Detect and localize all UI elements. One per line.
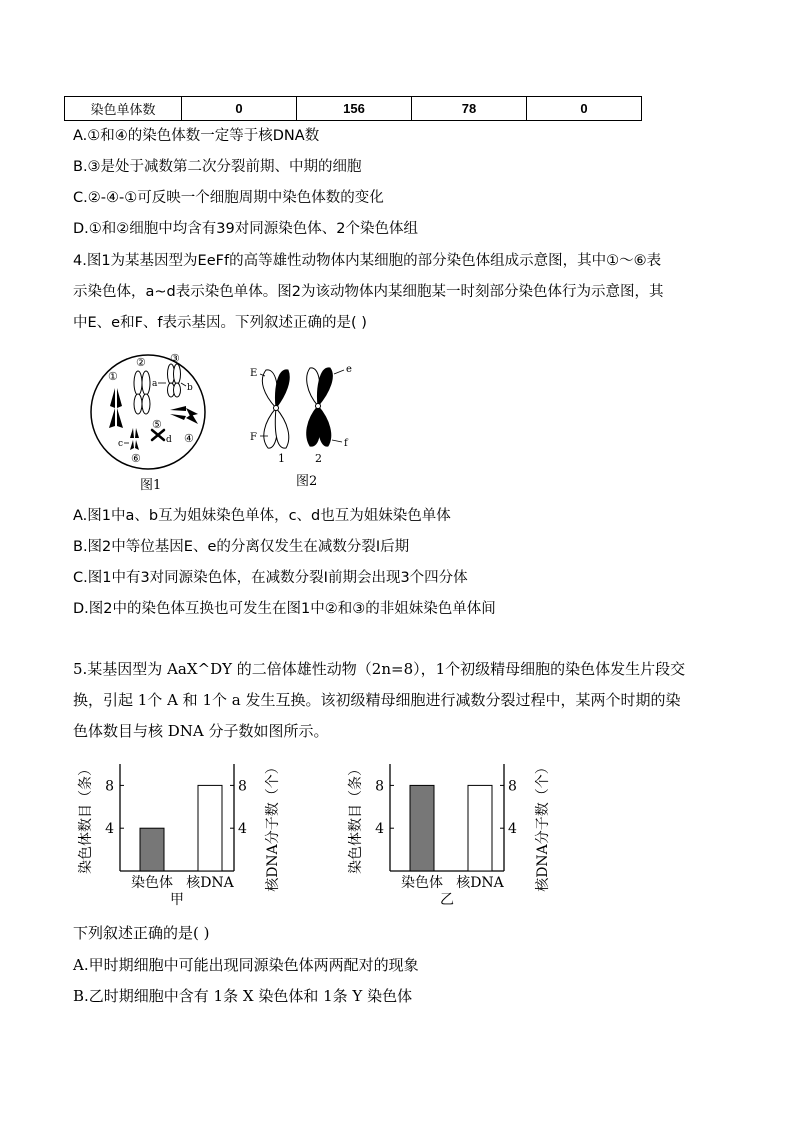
fig1-label-5: ⑤ [152, 418, 162, 431]
fig2-label-e: e [346, 364, 352, 375]
fig2-label-E: E [250, 368, 258, 379]
chart-title: 乙 [440, 892, 454, 908]
fig1-label-4: ④ [184, 432, 194, 445]
bar-chromosome [140, 828, 164, 871]
chromosome-2 [134, 371, 150, 414]
figure-1-caption: 图1 [140, 478, 162, 493]
chromosome-3 [168, 364, 181, 397]
bar-dna [468, 785, 492, 871]
fig1-label-1: ① [108, 370, 118, 383]
table-cell: 0 [182, 97, 297, 121]
q3-option-d: D.①和②细胞中均含有39对同源染色体、2个染色体组 [73, 221, 418, 237]
category-label: 染色体 [401, 875, 443, 891]
tick-label-right: 4 [238, 821, 247, 838]
category-label: 核DNA [456, 875, 504, 891]
fig1-label-3: ③ [170, 352, 180, 365]
fig1-label-d: d [166, 435, 172, 445]
tick-label-right: 8 [238, 778, 247, 795]
y-axis-label-left: 染色体数目（条） [348, 762, 364, 874]
bar-dna [198, 785, 222, 871]
tick-label-left: 8 [375, 778, 384, 795]
q5-stem-line-2: 换，引起 1个 A 和 1个 a 发生互换。该初级精母细胞进行减数分裂过程中，某两个时期的染 [73, 691, 681, 709]
y-axis-label-right: 核DNA分子数（个） [265, 760, 281, 892]
fig1-label-b: b [187, 383, 193, 393]
q4-option-c: C.图1中有3对同源染色体，在减数分裂Ⅰ前期会出现3个四分体 [73, 570, 468, 586]
q5-stem-line-1: 5.某基因型为 AaX^DY 的二倍体雄性动物（2n=8），1个初级精母细胞的染色体发生片段交 [73, 660, 686, 678]
q4-option-b: B.图2中等位基因E、e的分离仅发生在减数分裂Ⅰ后期 [73, 539, 410, 555]
q4-option-a: A.图1中a、b互为姐妹染色单体，c、d也互为姐妹染色单体 [73, 508, 451, 524]
bar-chart-jia [74, 756, 294, 912]
q4-stem-line-1: 4.图1为某基因型为EeFf的高等雄性动物体内某细胞的部分染色体组成示意图，其中①～⑥表 [73, 253, 662, 269]
bar-chart-yi [344, 756, 564, 912]
category-label: 核DNA [186, 875, 234, 891]
fig1-label-2: ② [136, 356, 146, 369]
chromosome-1 [109, 388, 123, 428]
q3-option-b: B.③是处于减数第二次分裂前期、中期的细胞 [73, 159, 362, 175]
figure-1-cell-diagram [88, 350, 224, 490]
y-axis-label-left: 染色体数目（条） [78, 762, 94, 874]
tick-label-left: 8 [105, 778, 114, 795]
figure-2-caption: 图2 [296, 474, 318, 489]
table-cell: 0 [527, 97, 642, 121]
y-axis-label-right: 核DNA分子数（个） [535, 760, 551, 892]
chromosome-4 [170, 406, 198, 424]
chromosome-pair-2 [307, 368, 333, 446]
q5-stem-line-3: 色体数目与核 DNA 分子数如图所示。 [73, 722, 329, 740]
figure-2-crossover-diagram [246, 360, 356, 470]
fig2-label-f: f [344, 438, 348, 449]
fig2-label-1: 1 [278, 452, 285, 465]
fig2-label-F: F [250, 432, 257, 443]
tick-label-left: 4 [105, 821, 114, 838]
q5-option-a: A.甲时期细胞中可能出现同源染色体两两配对的现象 [73, 956, 419, 974]
q5-question: 下列叙述正确的是( ) [73, 924, 210, 942]
chromosome-5 [152, 430, 164, 440]
table-row [65, 97, 642, 121]
fig1-label-c: c [118, 439, 124, 449]
table-row-label: 染色单体数 [65, 97, 182, 121]
fig2-label-2: 2 [315, 452, 322, 465]
q3-option-a: A.①和④的染色体数一定等于核DNA数 [73, 128, 320, 144]
table-cell: 156 [297, 97, 412, 121]
q4-stem-line-2: 示染色体，a~d表示染色单体。图2为该动物体内某细胞某一时刻部分染色体行为示意图，其 [73, 284, 664, 300]
q4-stem-line-3: 中E、e和F、f表示基因。下列叙述正确的是( ) [73, 315, 367, 331]
chart-title: 甲 [170, 892, 184, 908]
tick-label-right: 4 [508, 821, 517, 838]
chromatid-count-table [64, 96, 642, 121]
q4-option-d: D.图2中的染色体互换也可发生在图1中②和③的非姐妹染色单体间 [73, 601, 496, 617]
tick-label-right: 8 [508, 778, 517, 795]
table-cell: 78 [412, 97, 527, 121]
fig1-label-6: ⑥ [131, 452, 141, 465]
fig1-label-a: a [152, 379, 158, 389]
tick-label-left: 4 [375, 821, 384, 838]
chromosome-6 [130, 428, 139, 450]
q5-option-b: B.乙时期细胞中含有 1条 X 染色体和 1条 Y 染色体 [73, 987, 413, 1005]
bar-chromosome [410, 785, 434, 871]
q3-option-c: C.②-④-①可反映一个细胞周期中染色体数的变化 [73, 190, 384, 206]
category-label: 染色体 [131, 875, 173, 891]
